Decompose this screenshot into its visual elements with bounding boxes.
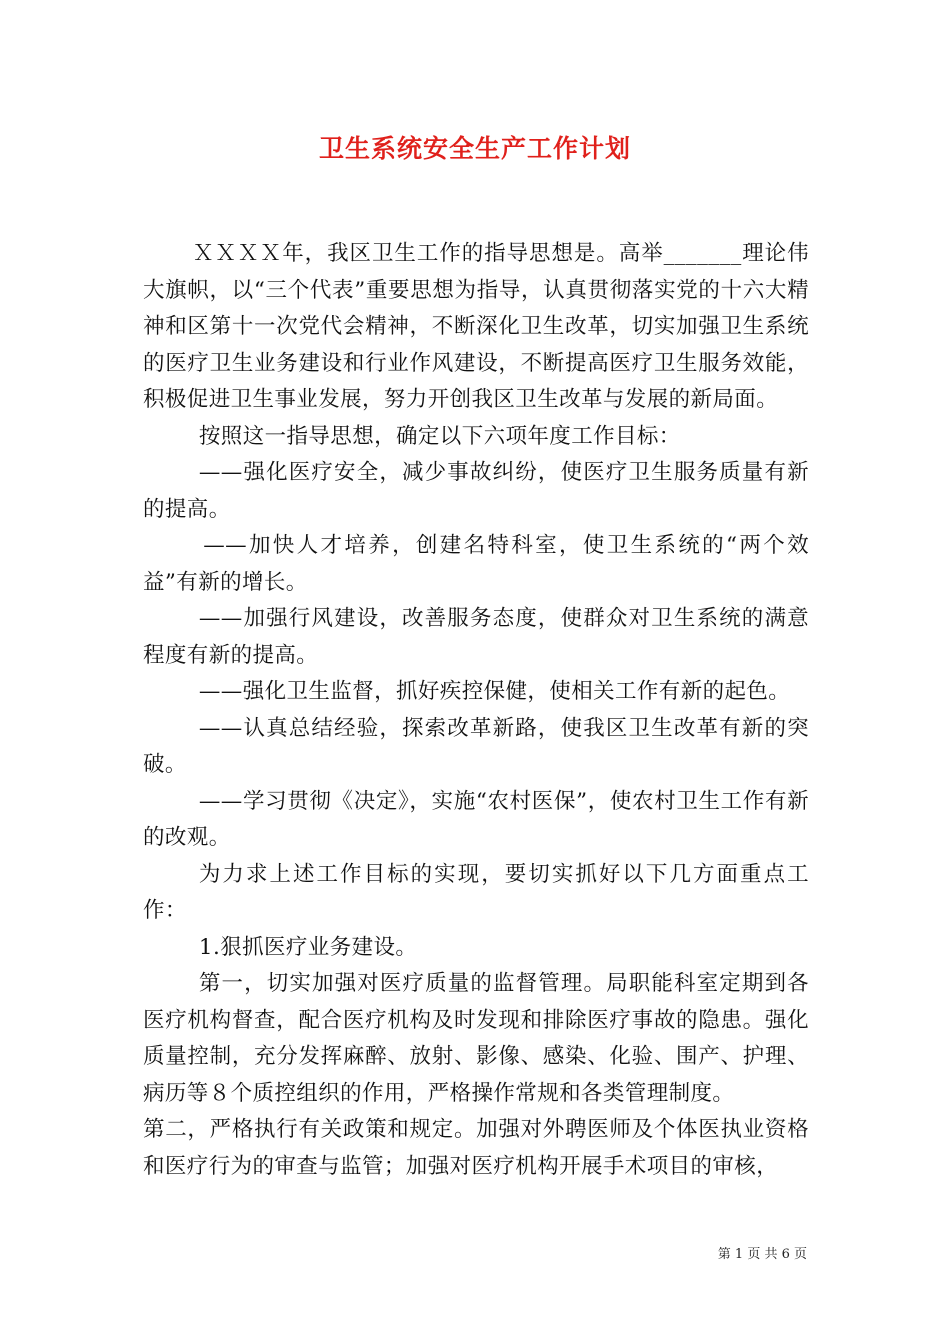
page-number-footer: 第 1 页 共 6 页 [717, 1247, 807, 1262]
paragraph-goal-3: ——加强行风建设，改善服务态度，使群众对卫生系统的满意程度有新的提高。 [143, 606, 809, 668]
paragraph-goal-4: ——强化卫生监督，抓好疾控保健，使相关工作有新的起色。 [198, 679, 791, 704]
document-title: 卫生系统安全生产工作计划 [318, 134, 631, 163]
paragraph-section-1-heading: 1.狠抓医疗业务建设。 [198, 934, 418, 960]
paragraph-goal-5: ——认真总结经验，探索改革新路，使我区卫生改革有新的突破。 [143, 715, 809, 777]
paragraph-goal-2: ——加快人才培养，创建名特科室，使卫生系统的“两个效益”有新的增长。 [143, 533, 809, 595]
paragraph-guiding-thought: ＸＸＸＸ年，我区卫生工作的指导思想是。高举_______理论伟大旗帜，以“三个代表”重要思想为指导，认真贯彻落实党的十六大精神和区第十一次党代会精神，不断深化卫生改革，切实加强卫生系统的医疗卫生业务建设和行业作风建设，不断提高医疗卫生服务效能，积极促进卫生事业发展，努力开创我区卫生改革与发展的新局面。 [143, 241, 809, 412]
paragraph-goal-1: ——强化医疗安全，减少事故纠纷，使医疗卫生服务质量有新的提高。 [143, 460, 809, 522]
document-body [143, 236, 809, 1185]
paragraph-key-work-intro: 为力求上述工作目标的实现，要切实抓好以下几方面重点工作： [143, 861, 809, 923]
paragraph-goal-6: ——学习贯彻《决定》，实施“农村医保”，使农村卫生工作有新的改观。 [143, 788, 809, 850]
paragraph-goals-intro: 按照这一指导思想，确定以下六项年度工作目标： [198, 423, 681, 449]
paragraph-first-point: 第一，切实加强对医疗质量的监督管理。局职能科室定期到各医疗机构督查，配合医疗机构及时发现和排除医疗事故的隐患。强化质量控制，充分发挥麻醉、放射、影像、感染、化验、围产、护理、病历等８个质控组织的作用，严格操作常规和各类管理制度。 [143, 971, 809, 1106]
paragraph-second-point: 第二，严格执行有关政策和规定。加强对外聘医师及个体医执业资格和医疗行为的审查与监管；加强对医疗机构开展手术项目的审核， [143, 1117, 809, 1179]
